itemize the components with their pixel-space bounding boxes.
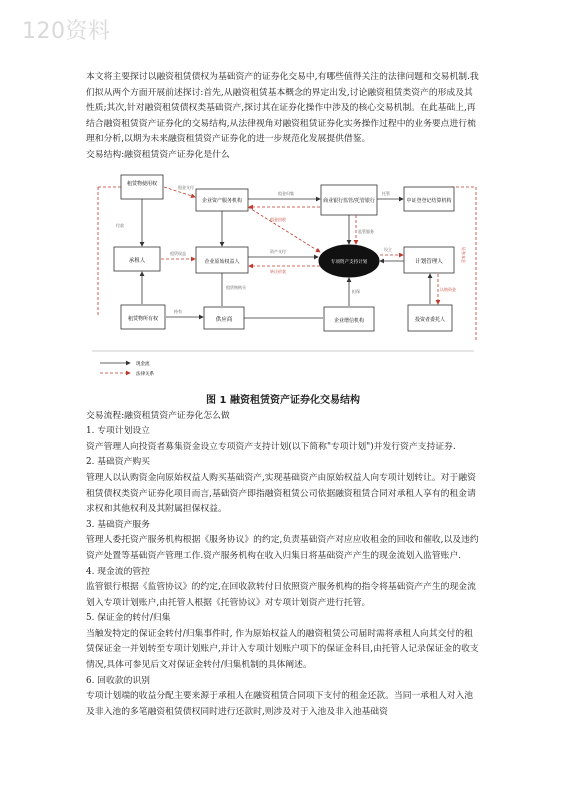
- node-label: 企业增信机构: [333, 317, 365, 324]
- step-6-body: 专项计划端的收益分配主要来源于承租人在融资租赁合同项下支付的租金还款。当同一承租人对入池及非入池的多笔融资租赁债权同时进行还款时,则涉及对于入池及非入池基础资: [86, 691, 474, 717]
- node-registry: [404, 187, 454, 211]
- edge-label: 租金支付: [178, 184, 194, 190]
- node-lessee: [114, 247, 160, 271]
- node-lessee-right-top: [121, 175, 163, 199]
- node-label: 企业资产服务机构: [201, 197, 243, 204]
- node-label: 供应商: [215, 316, 233, 323]
- watermark: 120资料: [22, 19, 111, 44]
- edge-label: 租赁物购买: [226, 284, 246, 290]
- legend-legal-relation: 法律关系: [136, 371, 154, 377]
- node-credit-agency: [324, 307, 374, 331]
- step-1-body: 资产管理人向投资者募集资金设立专项资产支持计划(以下简称"专项计划")并发行资产支持证券.: [86, 441, 456, 452]
- edge-label: 租赁权益: [170, 250, 186, 256]
- step-6-title: 6. 回收款的识别: [86, 675, 150, 686]
- node-supplier: [204, 307, 244, 329]
- edge-label: 担保: [352, 288, 360, 294]
- edge-label: 设立: [384, 246, 392, 252]
- structure-heading: 交易结构:融资租赁资产证券化是什么: [86, 149, 230, 160]
- node-original-owner: [196, 247, 248, 273]
- figure-caption: 图 1 融资租赁资产证券化交易结构: [206, 394, 360, 406]
- edge-label: 租金回收: [270, 216, 286, 222]
- node-bank: [321, 185, 377, 215]
- node-label: 租赁物所有权: [127, 315, 159, 322]
- node-label: 租赁物使用权: [126, 180, 158, 187]
- step-5-title: 5. 保证金的转付/归集: [86, 613, 171, 624]
- edge-label: 认购资金: [440, 286, 456, 292]
- step-2-body: 管理人以认购资金向原始权益人购买基础资产,实现基础资产由原始权益人向专项计划转让。对于融资租赁债权类资产证券化项目而言,基础资产即指融资租赁公司依据融资租赁合同对承租人享有的租金请求权和其他权利及其附属担保权益。: [86, 472, 476, 515]
- step-4-title: 4. 现金流的管控: [86, 566, 150, 577]
- edge-label: 证券本息: [461, 246, 466, 263]
- node-spv: [319, 245, 379, 277]
- node-manager: [404, 247, 454, 273]
- intro-paragraph: 本文将主要探讨以融资租赁债权为基础资产的证券化交易中,有哪些值得关注的法律问题和交易机制.我们拟从两个方面开展前述探讨:首先,从融资租赁基本概念的界定出发,讨论融资租赁类资产的形成及其性质;其次,针对融资租赁债权类基础资产,探讨其在证券化操作中涉及的核心交易机制。在此基础上,再结合融资租赁资产证券化的交易结构,从法律视角对融资租赁证券化实务操作过程中的业务要点进行梳理和分析,以期为未来融资租赁资产证券化的进一步规范化发展提供借鉴。: [86, 72, 479, 145]
- edge-label: 资产支付: [270, 248, 286, 254]
- node-label: 计划管理人: [415, 258, 443, 265]
- step-2-title: 2. 基础资产购买: [86, 457, 150, 468]
- edge-label: 监管服务: [358, 228, 374, 234]
- node-label: 投资者委托人: [414, 316, 446, 323]
- node-label: 中证登登记结算机构: [406, 197, 452, 204]
- document-body: [86, 70, 480, 720]
- transaction-structure-diagram: [86, 167, 480, 395]
- edge-label: 转让价款: [270, 268, 286, 274]
- step-1-title: 1. 专项计划设立: [86, 426, 150, 437]
- node-label: 专项资产支持计划: [330, 259, 368, 265]
- node-investors: [408, 305, 452, 331]
- flow-heading: 交易流程:融资租赁资产证券化怎么做: [86, 410, 230, 421]
- node-lessee-right-bottom: [121, 305, 165, 329]
- node-label: 企业原始权益人: [204, 258, 240, 265]
- diagram-legend: [100, 360, 154, 377]
- edge-label: 持有: [174, 308, 182, 314]
- node-service-agency: [196, 189, 248, 211]
- step-4-body: 监管银行根据《监管协议》的约定,在回收款转付日依照资产服务机构的指令将基础资产产生的现金流划入专项计划账户,由托管人根据《托管协议》对专项计划资产进行托管。: [86, 582, 476, 608]
- step-3-body: 管理人委托资产服务机构根据《服务协议》的约定,负责基础资产对应应收租金的回收和催收,以及违约资产处置等基础资产管理工作.资产服务机构在收入归集日将基础资产产生的现金流划入监管账户.: [86, 535, 479, 561]
- step-3-title: 3. 基础资产服务: [86, 519, 150, 530]
- legend-cash-flow: 现金流: [136, 361, 150, 367]
- edge-label: 付款: [116, 222, 124, 228]
- edge-label: 托管: [382, 190, 390, 196]
- step-5-body: 当触发特定的保证金转付/归集事件时, 作为原始权益人的融资租赁公司届时需将承租人向其交付的租赁保证金一并划转至专项计划账户,并计入专项计划账户项下的保证金科目,由托管人记录保证金的收支情况,具体可参见后文对保证金转付/归集机制的具体阐述。: [86, 628, 479, 671]
- edge-label: 租金归集: [278, 190, 294, 196]
- node-label: 承租人: [128, 257, 146, 264]
- node-label: 商业银行监管/托管银行: [323, 197, 375, 204]
